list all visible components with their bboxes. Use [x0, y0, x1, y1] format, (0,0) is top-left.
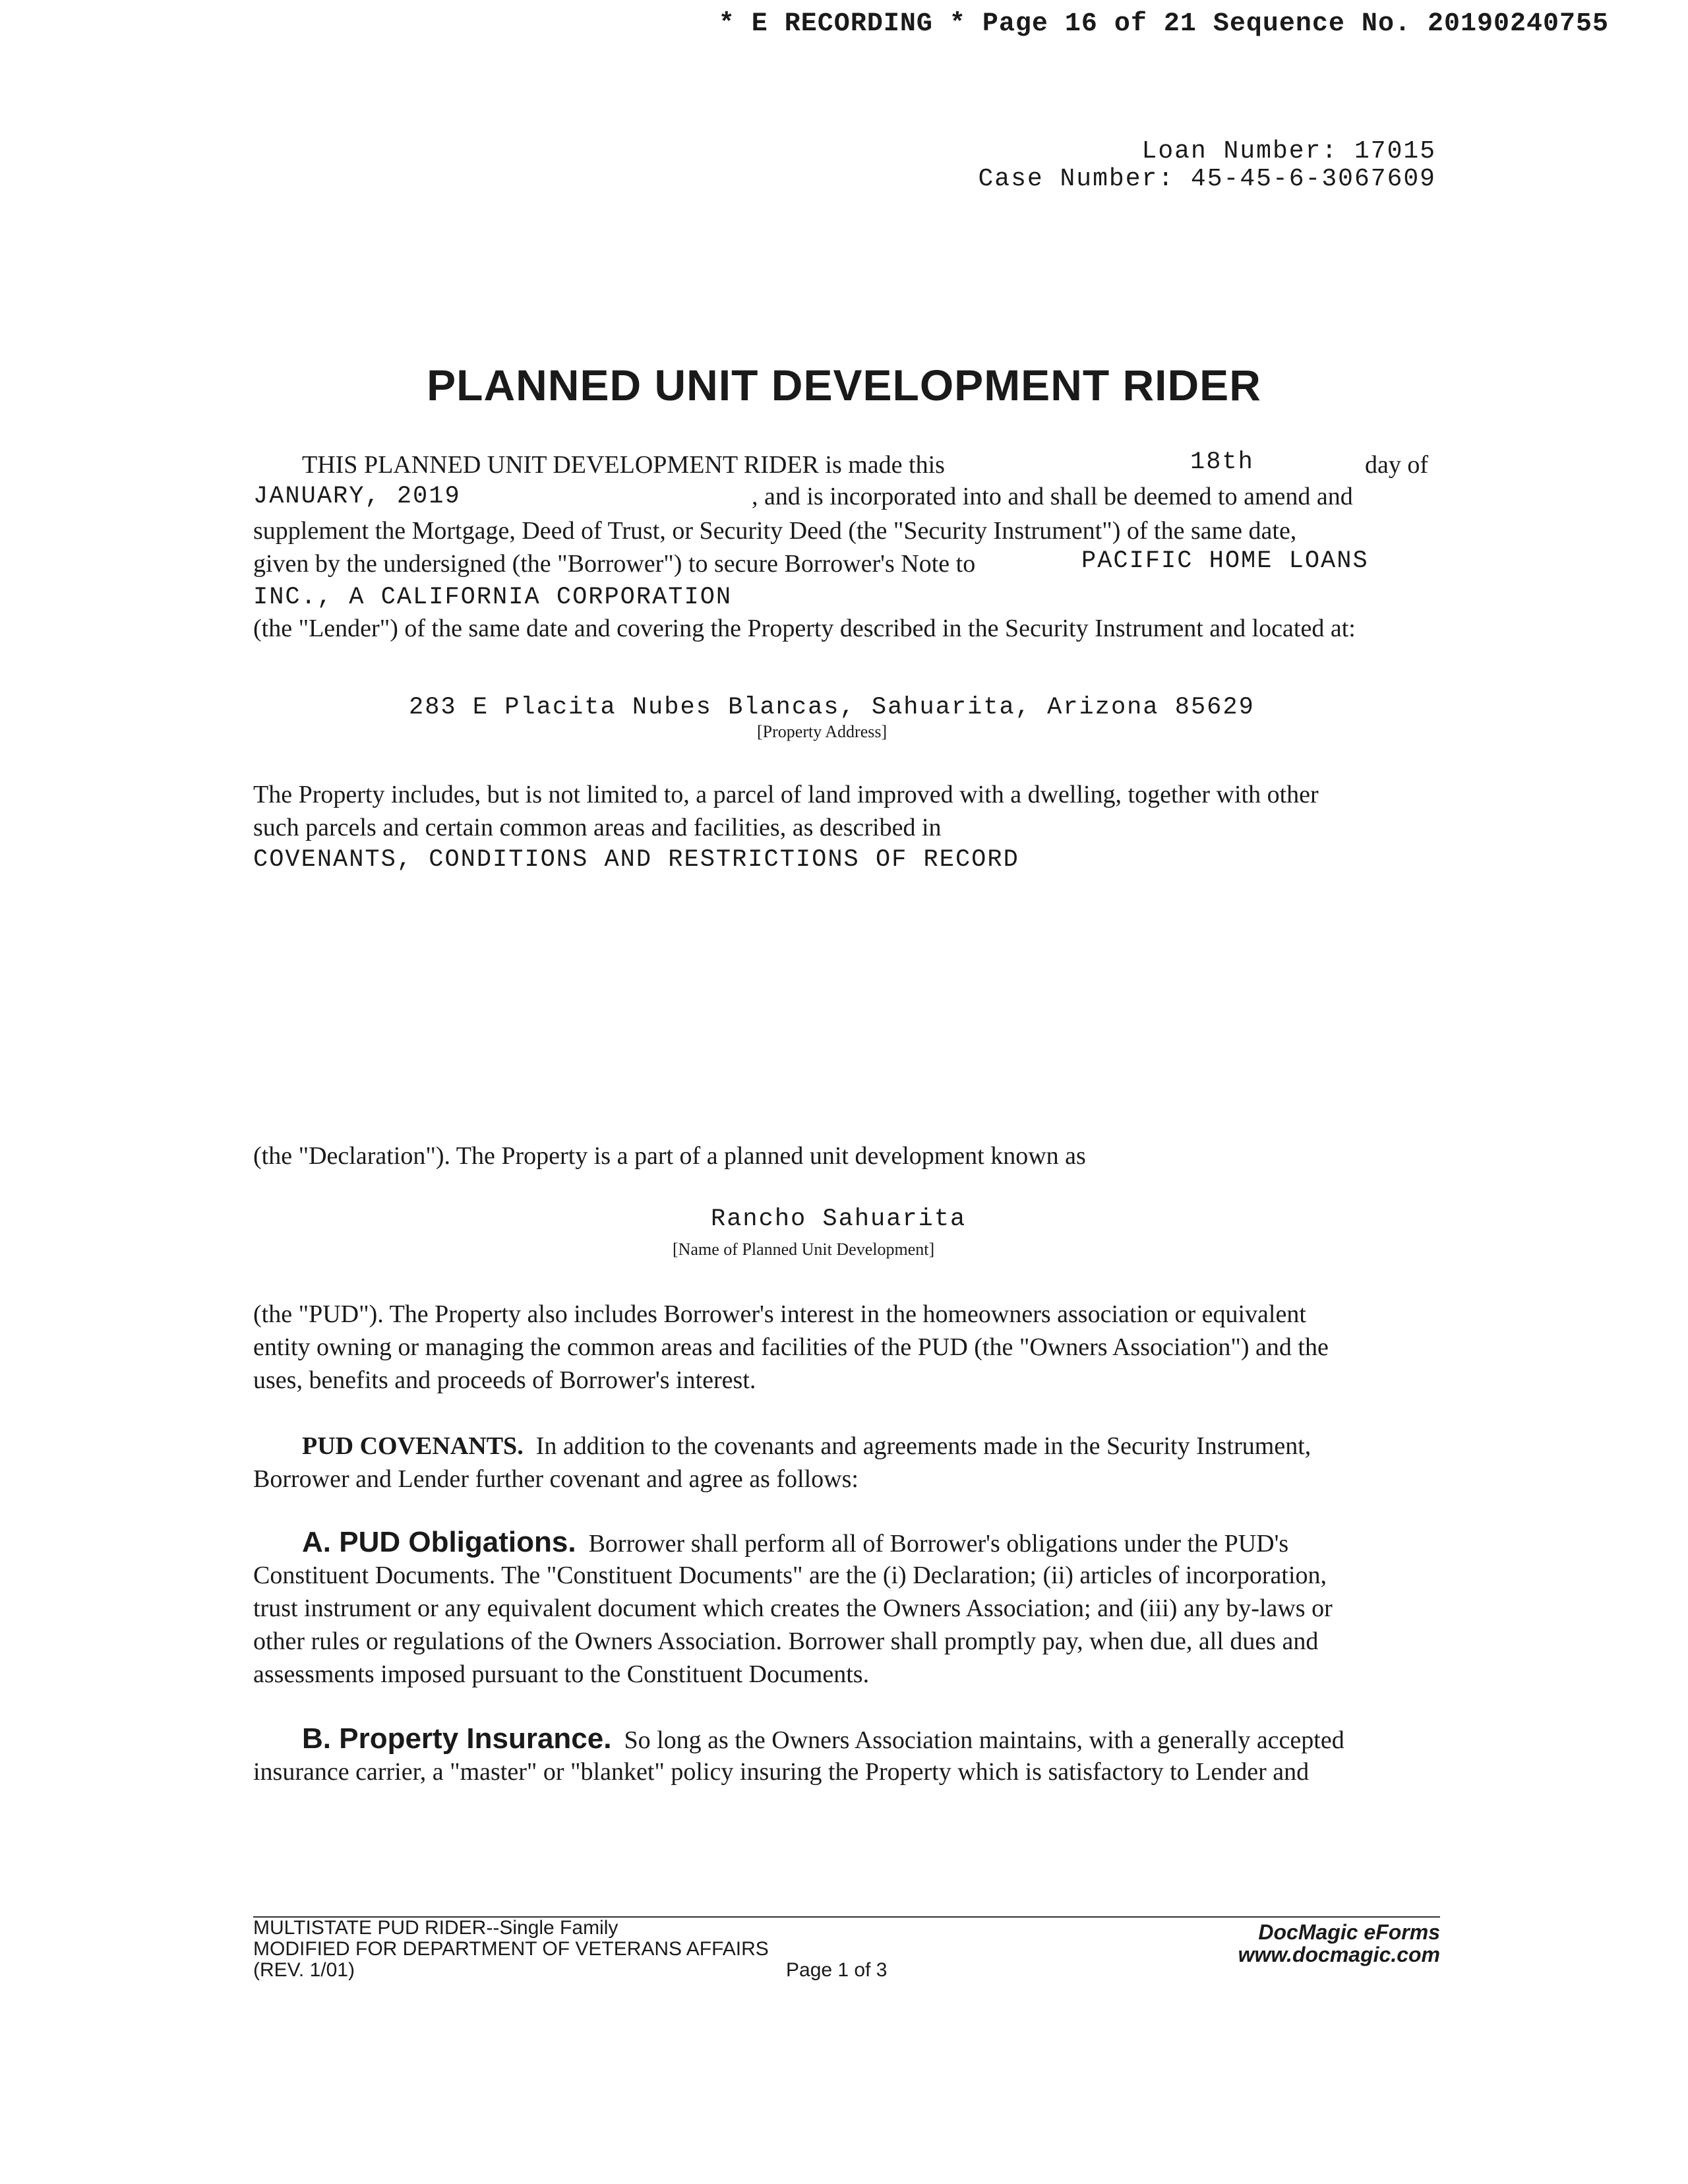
section-b-heading: B. Property Insurance.: [302, 1722, 612, 1755]
footer-form-line-1: MULTISTATE PUD RIDER--Single Family: [253, 1917, 618, 1939]
intro-day: 18th: [1190, 448, 1254, 476]
pud-covenants-heading: PUD COVENANTS.: [302, 1432, 524, 1460]
intro-line-6: (the "Lender") of the same date and covering the Property described in the Security Instrument and located at:: [253, 615, 1356, 642]
declaration-description: COVENANTS, CONDITIONS AND RESTRICTIONS OF RECORD: [253, 846, 1019, 874]
pud-covenants-text: In addition to the covenants and agreements made in the Security Instrument,: [535, 1432, 1311, 1460]
footer-brand-logo: DocMagic eForms: [1258, 1920, 1440, 1944]
intro-date: JANUARY, 2019: [253, 483, 461, 510]
pud-name: Rancho Sahuarita: [711, 1205, 967, 1233]
section-b-line-2: insurance carrier, a "master" or "blanket" policy insuring the Property which is satisfactory to Lender and: [253, 1758, 1310, 1786]
loan-number: Loan Number: 17015: [1141, 137, 1436, 166]
declaration-line: (the "Declaration"). The Property is a part of a planned unit development known as: [253, 1142, 1086, 1170]
intro-line-4: given by the undersigned (the "Borrower") to secure Borrower's Note to: [253, 550, 976, 578]
section-a-line-4: other rules or regulations of the Owners Association. Borrower shall promptly pay, when due, all dues and: [253, 1627, 1319, 1655]
footer-form-line-2: MODIFIED FOR DEPARTMENT OF VETERANS AFFAIRS: [253, 1938, 769, 1960]
section-a-heading: A. PUD Obligations.: [302, 1526, 576, 1558]
lender-name-part-2: INC., A CALIFORNIA CORPORATION: [253, 584, 733, 611]
case-number: Case Number: 45-45-6-3067609: [978, 165, 1436, 193]
section-a-line-3: trust instrument or any equivalent document which creates the Owners Association; and (iii) any by-laws or: [253, 1594, 1333, 1622]
intro-line-3: supplement the Mortgage, Deed of Trust, or Security Deed (the "Security Instrument") of the same date,: [253, 517, 1297, 545]
lender-name-part-1: PACIFIC HOME LOANS: [1081, 547, 1369, 575]
pud-paragraph-line-3: uses, benefits and proceeds of Borrower's interest.: [253, 1366, 756, 1394]
pud-paragraph-line-1: (the "PUD"). The Property also includes Borrower's interest in the homeowners association or equivalent: [253, 1300, 1306, 1328]
pud-covenants-line-1: [302, 1430, 1311, 1463]
document-title: PLANNED UNIT DEVELOPMENT RIDER: [427, 361, 1261, 410]
section-a-line-5: assessments imposed pursuant to the Constituent Documents.: [253, 1660, 870, 1688]
section-a-text: Borrower shall perform all of Borrower's obligations under the PUD's: [588, 1530, 1289, 1558]
recording-header: * E RECORDING * Page 16 of 21 Sequence No. 20190240755: [718, 9, 1609, 39]
intro-day-of: day of: [1365, 451, 1429, 479]
pud-name-caption: [Name of Planned Unit Development]: [673, 1240, 935, 1259]
pud-paragraph-line-2: entity owning or managing the common areas and facilities of the PUD (the "Owners Association") and the: [253, 1333, 1329, 1361]
property-includes-line-1: The Property includes, but is not limited to, a parcel of land improved with a dwelling, together with other: [253, 781, 1319, 808]
footer-form-line-3: (REV. 1/01): [253, 1959, 355, 1981]
section-b-text: So long as the Owners Association maintains, with a generally accepted: [624, 1726, 1344, 1754]
pud-covenants-line-2: Borrower and Lender further covenant and agree as follows:: [253, 1465, 859, 1493]
property-address-caption: [Property Address]: [757, 722, 888, 741]
property-address: 283 E Placita Nubes Blancas, Sahuarita, Arizona 85629: [409, 694, 1255, 721]
footer-page-number: Page 1 of 3: [786, 1959, 888, 1981]
section-a-line-2: Constituent Documents. The "Constituent Documents" are the (i) Declaration; (ii) articles of incorporation,: [253, 1562, 1327, 1589]
intro-line-1: THIS PLANNED UNIT DEVELOPMENT RIDER is made this: [302, 451, 945, 479]
section-a-line-1: [302, 1526, 1288, 1560]
section-b-line-1: [302, 1722, 1344, 1757]
footer-url: www.docmagic.com: [1238, 1943, 1440, 1966]
intro-line-2: , and is incorporated into and shall be deemed to amend and: [752, 483, 1353, 510]
property-includes-line-2: such parcels and certain common areas and facilities, as described in: [253, 814, 942, 841]
